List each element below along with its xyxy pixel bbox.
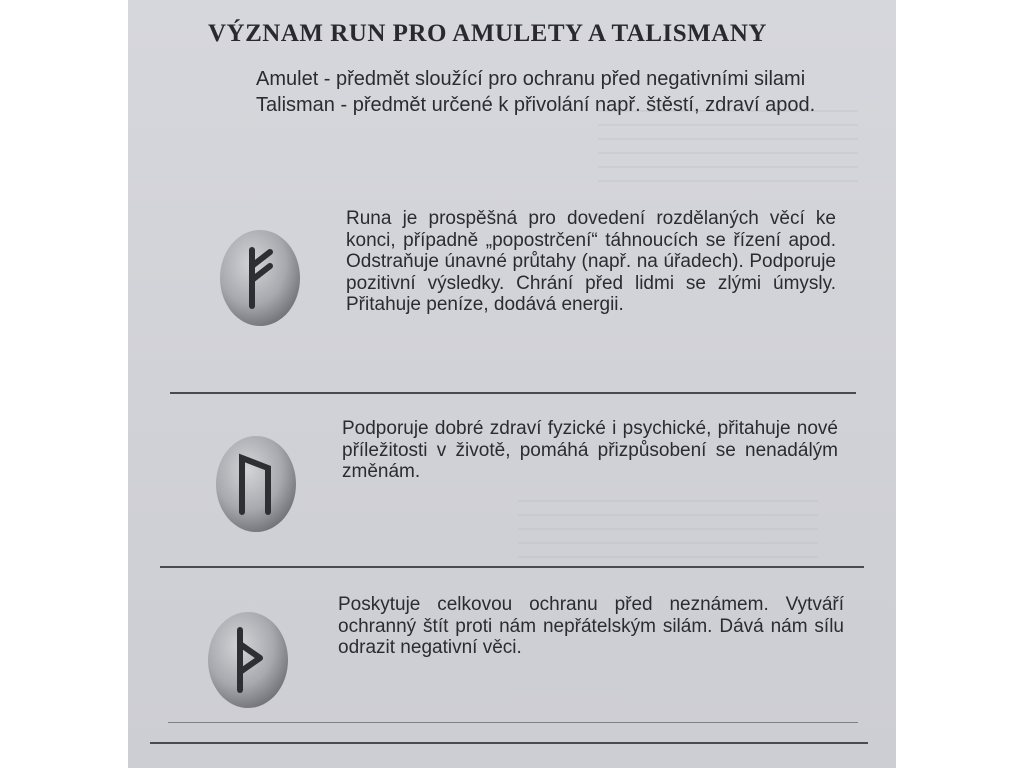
talisman-definition: Talisman - předmět určené k přivolání např. štěstí, zdraví apod. bbox=[256, 94, 816, 116]
thurisaz-rune-stone-icon bbox=[200, 604, 296, 714]
section-divider bbox=[160, 566, 864, 568]
rune-1-description: Runa je prospěšná pro dovedení rozdělaných věcí ke konci, případně „popostrčení“ táhnoucích se řízení apod. Odstraňuje únavné průtahy (např. na úřadech). Podporuje pozitivní výsledky. Chrání před lidmi se zlými úmysly. Přitahuje peníze, dodává energii. bbox=[346, 208, 836, 315]
amulet-definition: Amulet - předmět sloužící pro ochranu před negativními silami bbox=[256, 68, 806, 90]
section-divider bbox=[168, 722, 858, 723]
show-through-texture bbox=[598, 110, 858, 190]
fehu-rune-stone-icon bbox=[212, 222, 308, 332]
rune-3-description: Poskytuje celkovou ochranu před neznámem. Vytváří ochranný štít proti nám nepřátelským silám. Dává nám sílu odrazit negativní věci. bbox=[338, 594, 844, 658]
rune-2-description: Podporuje dobré zdraví fyzické i psychické, přitahuje nové příležitosti v životě, pomáhá přizpůsobení se nenadálým změnám. bbox=[342, 418, 838, 482]
document-page bbox=[128, 0, 896, 768]
page-title: VÝZNAM RUN PRO AMULETY A TALISMANY bbox=[208, 20, 767, 47]
section-divider bbox=[170, 392, 856, 394]
uruz-rune-stone-icon bbox=[208, 428, 304, 538]
show-through-texture bbox=[518, 500, 818, 560]
section-divider bbox=[150, 742, 868, 744]
intro-section bbox=[204, 68, 896, 117]
